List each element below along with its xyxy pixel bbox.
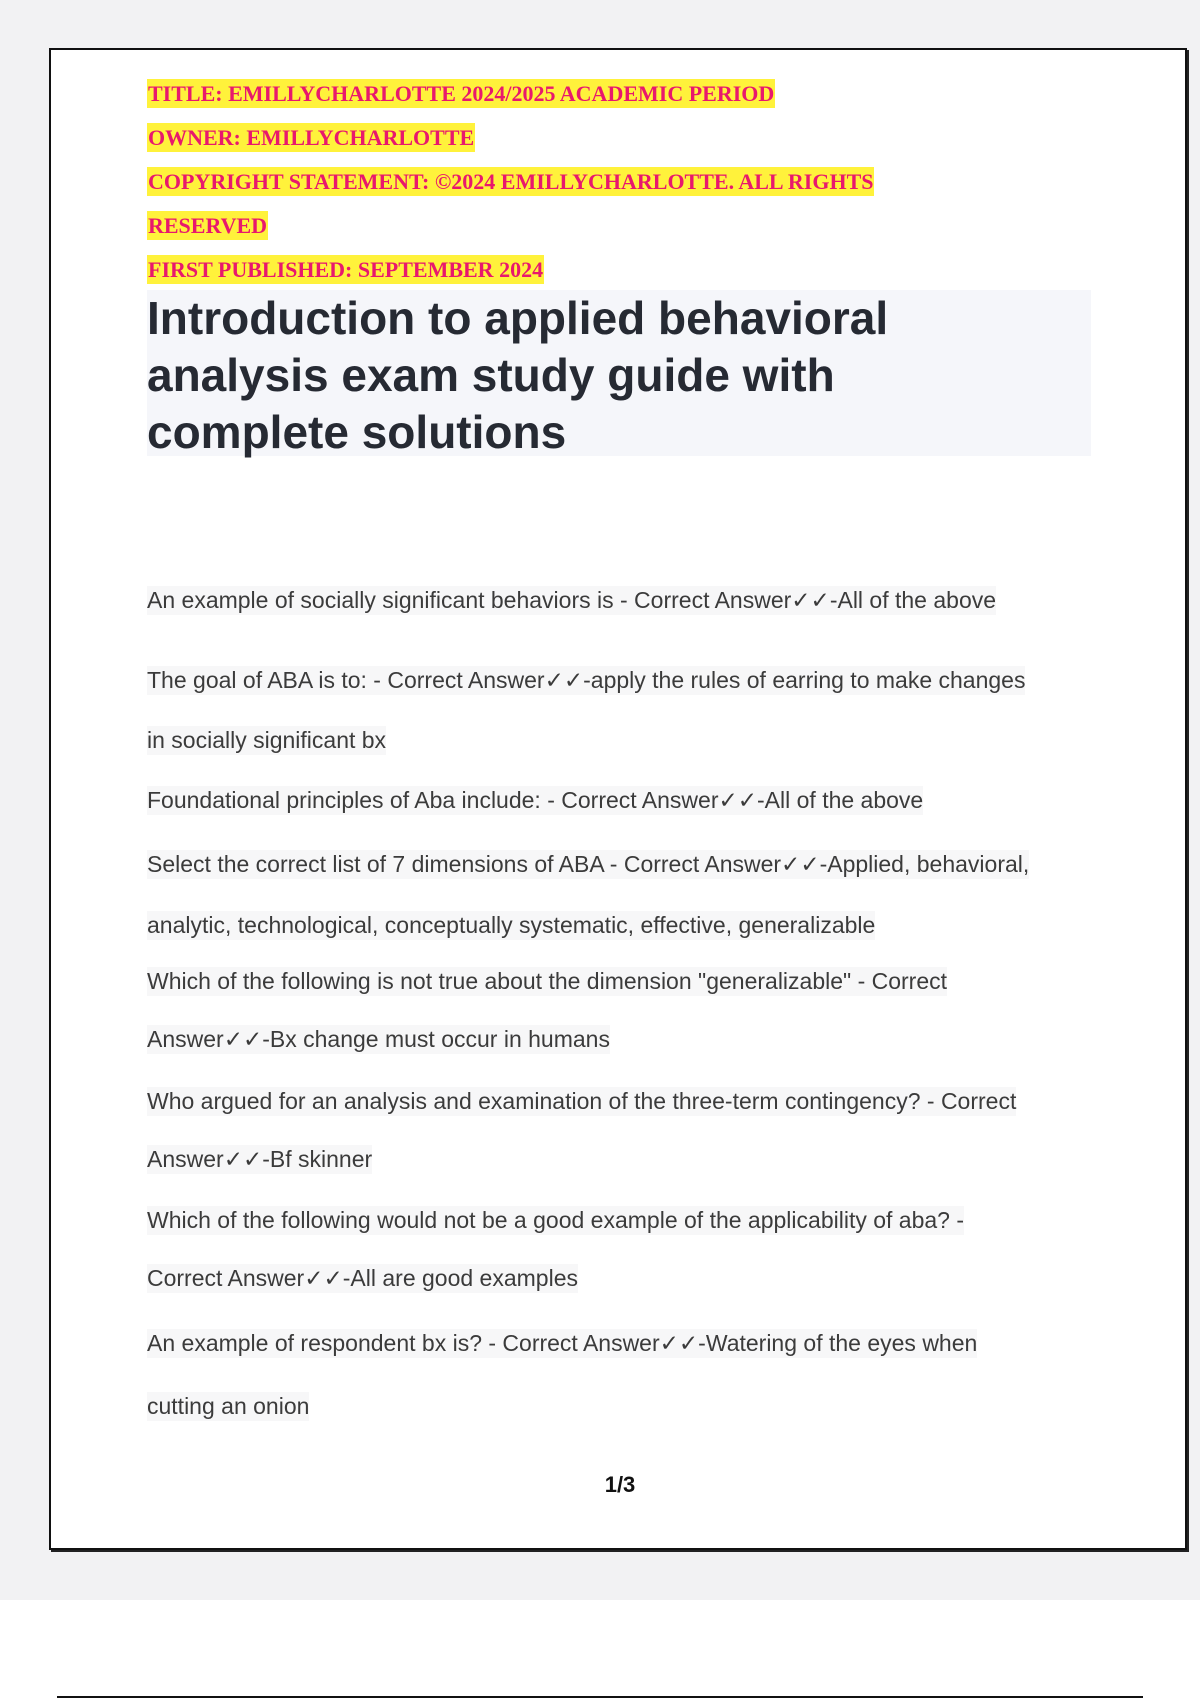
qa-line: cutting an onion [147, 1393, 310, 1419]
meta-copyright-line: COPYRIGHT STATEMENT: ©2024 EMILLYCHARLOTTE. ALL RIGHTS [148, 169, 874, 194]
page-divider-rule [57, 1696, 1143, 1698]
qa-line: An example of respondent bx is? - Correct Answer✓✓-Watering of the eyes when [147, 1330, 978, 1356]
qa-line: Correct Answer✓✓-All are good examples [147, 1265, 578, 1291]
document-title: Introduction to applied behavioral analysis exam study guide with complete solutions [147, 290, 1091, 456]
next-page-preview [0, 1600, 1200, 1700]
qa-line: An example of socially significant behaviors is - Correct Answer✓✓-All of the above [147, 587, 997, 613]
meta-title-line: TITLE: EMILLYCHARLOTTE 2024/2025 ACADEMIC PERIOD [148, 81, 775, 106]
qa-line: The goal of ABA is to: - Correct Answer✓✓-apply the rules of earring to make changes [147, 667, 1026, 693]
page-number: 1/3 [604, 1472, 636, 1497]
qa-line: Answer✓✓-Bf skinner [147, 1146, 373, 1172]
meta-published-line: FIRST PUBLISHED: SEPTEMBER 2024 [148, 257, 544, 282]
qa-line: in socially significant bx [147, 727, 387, 753]
qa-line: analytic, technological, conceptually systematic, effective, generalizable [147, 912, 876, 938]
qa-line: Who argued for an analysis and examination of the three-term contingency? - Correct [147, 1088, 1017, 1114]
document-metadata [147, 72, 1147, 292]
meta-copyright-line-cont: RESERVED [148, 213, 268, 238]
document-page [49, 48, 1187, 1550]
qa-line: Foundational principles of Aba include: - Correct Answer✓✓-All of the above [147, 787, 924, 813]
qa-line: Answer✓✓-Bx change must occur in humans [147, 1026, 610, 1052]
meta-owner-line: OWNER: EMILLYCHARLOTTE [148, 125, 475, 150]
qa-line: Select the correct list of 7 dimensions of ABA - Correct Answer✓✓-Applied, behavioral, [147, 851, 1030, 877]
qa-line: Which of the following is not true about the dimension "generalizable" - Correct [147, 968, 948, 994]
qa-line: Which of the following would not be a good example of the applicability of aba? - [147, 1207, 965, 1233]
